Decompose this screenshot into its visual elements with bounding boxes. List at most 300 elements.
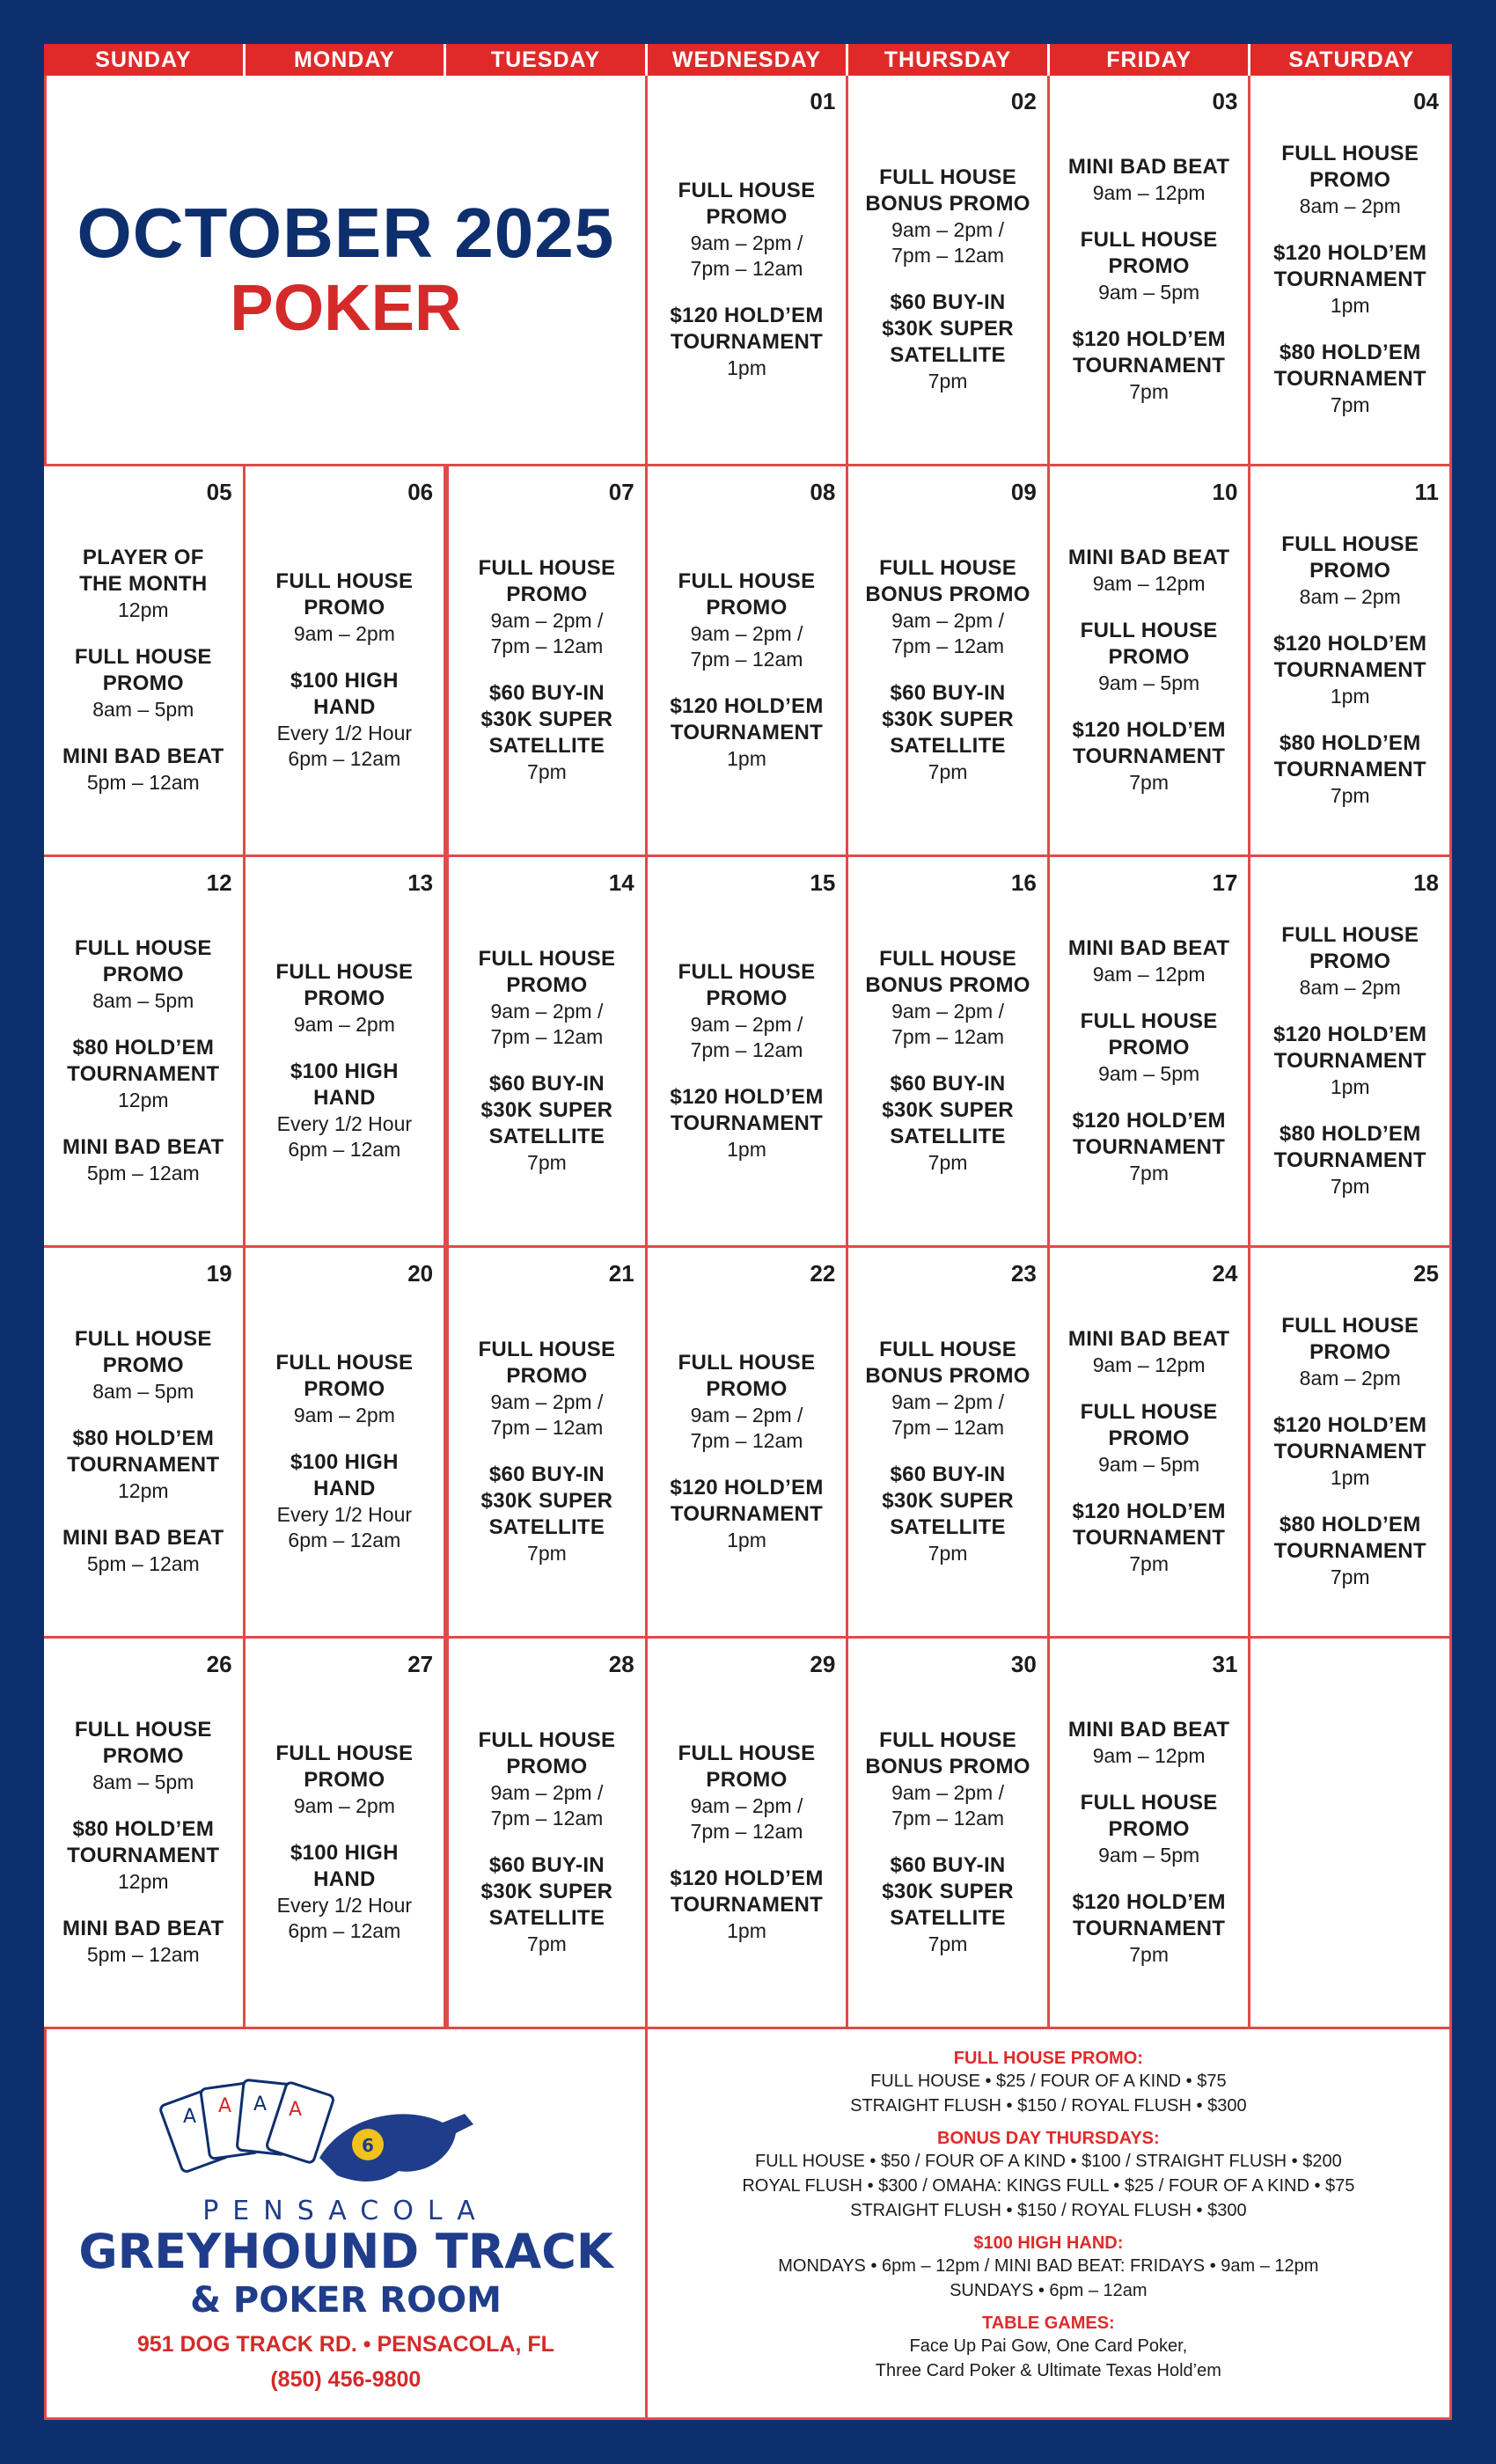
event-title: $100 HIGH HAND (290, 1841, 399, 1892)
event-title: FULL HOUSE PROMO (275, 1742, 414, 1793)
event (275, 959, 413, 1038)
event (1281, 141, 1419, 219)
day-cell (446, 1639, 648, 2029)
date-number: 14 (608, 869, 634, 896)
day-cell (648, 76, 849, 466)
event-time: 9am – 5pm (1098, 671, 1200, 695)
event-time: 8am – 2pm (1299, 976, 1401, 1000)
event (481, 1071, 613, 1176)
event-time: 1pm (727, 1528, 766, 1551)
event (75, 935, 212, 1014)
event-title: FULL HOUSE PROMO (678, 179, 816, 230)
event-time: 9am – 2pm / 7pm – 12am (490, 609, 604, 658)
event-title: FULL HOUSE PROMO (1281, 142, 1419, 193)
day-cell (246, 1248, 447, 1639)
event (678, 1741, 816, 1844)
event (670, 693, 823, 772)
event-time: 7pm (1330, 1565, 1370, 1588)
event-time: 8am – 2pm (1299, 585, 1401, 609)
event-title: MINI BAD BEAT (62, 1134, 224, 1159)
day-cell (446, 857, 648, 1248)
date-number: 26 (206, 1651, 232, 1677)
event-time: 9am – 12pm (1092, 1353, 1206, 1377)
event (1081, 227, 1218, 305)
event-title: FULL HOUSE PROMO (478, 556, 616, 607)
event-time: 8am – 5pm (92, 989, 194, 1013)
event (1068, 935, 1229, 987)
phone: (850) 456-9800 (270, 2366, 422, 2392)
event (1273, 240, 1426, 319)
event-title: FULL HOUSE PROMO (678, 1351, 816, 1402)
logo-panel (44, 2029, 648, 2420)
event-time: 9am – 2pm / 7pm – 12am (490, 1000, 604, 1049)
day-cell (246, 857, 447, 1248)
event-title: FULL HOUSE PROMO (1281, 923, 1419, 974)
promo-line: Three Card Poker & Ultimate Texas Hold’em (875, 2361, 1221, 2380)
event (678, 178, 816, 282)
address: 951 DOG TRACK RD. • PENSACOLA, FL (136, 2332, 554, 2357)
event-title: MINI BAD BEAT (1067, 1718, 1230, 1742)
date-number: 29 (810, 1651, 836, 1677)
event-title: $60 BUY-IN $30K SUPER SATELLITE (882, 290, 1014, 367)
day-cell (1050, 1248, 1251, 1639)
event-title: FULL HOUSE PROMO (275, 960, 414, 1011)
event-title: FULL HOUSE PROMO (275, 1351, 414, 1402)
promo-line: STRAIGHT FLUSH • $150 / ROYAL FLUSH • $300 (850, 2096, 1247, 2116)
weekday-header: FRIDAY (1050, 44, 1251, 76)
day-cell (648, 857, 849, 1248)
event (62, 1134, 224, 1186)
event (1068, 545, 1229, 597)
event-title: FULL HOUSE BONUS PROMO (865, 947, 1030, 998)
event-time: 8am – 5pm (92, 1380, 194, 1404)
event-title: FULL HOUSE BONUS PROMO (865, 556, 1030, 607)
day-cell (1050, 1639, 1251, 2029)
event (275, 568, 413, 647)
event-title: $120 HOLD’EM TOURNAMENT (1072, 717, 1226, 768)
event-time: 9am – 2pm / 7pm – 12am (891, 1390, 1004, 1440)
event-title: FULL HOUSE PROMO (74, 1718, 212, 1769)
event-title: $120 HOLD’EM TOURNAMENT (670, 693, 824, 744)
event (1274, 340, 1426, 418)
event (1281, 532, 1419, 610)
date-number: 04 (1413, 88, 1439, 114)
event (678, 959, 816, 1063)
promo-heading: FULL HOUSE PROMO: (953, 2049, 1143, 2068)
day-cell (1250, 1248, 1452, 1639)
event-time: 9am – 2pm (293, 622, 395, 646)
event (678, 1350, 816, 1454)
date-number: 08 (810, 479, 836, 505)
event (1081, 618, 1218, 696)
event (62, 744, 224, 796)
promo-line: ROYAL FLUSH • $300 / OMAHA: KINGS FULL • $25 / FOUR OF A KIND • $75 (742, 2176, 1355, 2196)
event (670, 1475, 823, 1553)
date-number: 12 (206, 869, 232, 896)
day-cell (848, 857, 1050, 1248)
svg-text:A: A (253, 2094, 267, 2116)
event-title: $60 BUY-IN $30K SUPER SATELLITE (882, 1462, 1014, 1539)
promo-line: FULL HOUSE • $25 / FOUR OF A KIND • $75 (870, 2072, 1227, 2091)
event-time: 7pm (1129, 1942, 1169, 1966)
event (865, 1727, 1030, 1831)
event (67, 1426, 219, 1504)
event-time: 8am – 2pm (1299, 1367, 1401, 1390)
event (1068, 154, 1229, 206)
date-number: 10 (1212, 479, 1238, 505)
event-time: 7pm (1330, 392, 1370, 416)
event (275, 1350, 413, 1428)
event-time: 7pm (527, 1150, 567, 1174)
day-cell (1250, 857, 1452, 1248)
event-title: FULL HOUSE PROMO (678, 960, 816, 1011)
logo-line-2: GREYHOUND TRACK (78, 2224, 613, 2279)
event (865, 1337, 1030, 1441)
event-title: $60 BUY-IN $30K SUPER SATELLITE (882, 1071, 1014, 1148)
date-number: 16 (1010, 869, 1037, 896)
event-time: 9am – 5pm (1098, 281, 1200, 304)
promo-heading: $100 HIGH HAND: (973, 2233, 1124, 2253)
event-title: $60 BUY-IN $30K SUPER SATELLITE (882, 1852, 1014, 1930)
day-cell (246, 1639, 447, 2029)
event-time: 7pm (928, 1932, 968, 1955)
event (277, 1059, 412, 1162)
day-cell (1250, 466, 1452, 857)
event-time: 7pm (1330, 1174, 1370, 1198)
day-cell (446, 1248, 648, 1639)
event-title: $120 HOLD’EM TOURNAMENT (1072, 1889, 1226, 1940)
event (67, 1035, 219, 1113)
event-title: $120 HOLD’EM TOURNAMENT (1273, 1023, 1427, 1074)
event (1072, 1108, 1225, 1186)
event (882, 1852, 1014, 1957)
event-time: 5pm – 12am (86, 1551, 200, 1575)
event-title: FULL HOUSE PROMO (1080, 1400, 1218, 1451)
day-cell (648, 466, 849, 857)
event (1274, 730, 1426, 809)
event-time: 9am – 2pm (293, 1013, 395, 1037)
event (882, 680, 1014, 785)
event-time: 7pm (1129, 770, 1169, 794)
weekday-header: WEDNESDAY (648, 44, 849, 76)
event (1281, 1313, 1419, 1391)
day-cell (1250, 76, 1452, 466)
event-title: FULL HOUSE PROMO (678, 569, 816, 620)
event-time: 9am – 12pm (1092, 181, 1206, 205)
event-title: $120 HOLD’EM TOURNAMENT (670, 1084, 824, 1135)
event-title: FULL HOUSE PROMO (478, 1728, 616, 1779)
playing-cards-icon (159, 2079, 334, 2173)
event-title: FULL HOUSE PROMO (678, 1742, 816, 1793)
event (1072, 326, 1225, 405)
event-title: $120 HOLD’EM TOURNAMENT (670, 303, 824, 354)
event-time: 7pm (527, 759, 567, 783)
event (1081, 1399, 1218, 1478)
day-cell (44, 857, 246, 1248)
event-title: FULL HOUSE PROMO (478, 1338, 616, 1389)
day-cell (1050, 466, 1251, 857)
date-number: 19 (206, 1260, 232, 1287)
event (79, 545, 207, 623)
event-title: $80 HOLD’EM TOURNAMENT (67, 1426, 220, 1478)
event-time: 7pm (527, 1541, 567, 1565)
event-time: 9am – 2pm / 7pm – 12am (891, 1000, 1004, 1049)
event-title: $60 BUY-IN $30K SUPER SATELLITE (480, 1071, 613, 1148)
event-time: 12pm (118, 598, 169, 622)
event-time: 9am – 12pm (1092, 572, 1206, 596)
svg-text:A: A (182, 2106, 196, 2128)
event-title: FULL HOUSE BONUS PROMO (865, 165, 1030, 216)
weekday-header: SUNDAY (44, 44, 246, 76)
event-title: $100 HIGH HAND (290, 1450, 399, 1501)
event-time: 9am – 5pm (1098, 1062, 1200, 1086)
event-time: 12pm (118, 1089, 169, 1112)
event (277, 1840, 412, 1944)
day-cell (246, 466, 447, 857)
event (1068, 1717, 1229, 1769)
event-time: 12pm (118, 1870, 169, 1894)
event-title: $80 HOLD’EM TOURNAMENT (1273, 1121, 1426, 1172)
event-title: FULL HOUSE PROMO (275, 569, 414, 620)
event-title: FULL HOUSE PROMO (478, 947, 616, 998)
event-title: $120 HOLD’EM TOURNAMENT (670, 1866, 824, 1917)
date-number: 03 (1212, 88, 1238, 114)
promo-line: MONDAYS • 6pm – 12pm / MINI BAD BEAT: FRIDAYS • 9am – 12pm (778, 2256, 1319, 2276)
event-time: 9am – 12pm (1092, 963, 1206, 986)
event (1068, 1326, 1229, 1378)
event-time: 7pm (928, 1150, 968, 1174)
day-cell (848, 1639, 1050, 2029)
event-title: MINI BAD BEAT (62, 1525, 224, 1550)
date-number: 25 (1413, 1260, 1439, 1287)
event (865, 165, 1030, 268)
event-title: FULL HOUSE BONUS PROMO (865, 1728, 1030, 1779)
logo-line-1: PENSACOLA (202, 2196, 489, 2226)
event-time: 9am – 2pm / 7pm – 12am (891, 609, 1004, 658)
event-title: $60 BUY-IN $30K SUPER SATELLITE (480, 680, 613, 758)
date-number: 07 (608, 479, 634, 505)
date-number: 20 (407, 1260, 434, 1287)
day-cell (44, 466, 246, 857)
event-time: 7pm (1129, 379, 1169, 403)
event-time: 7pm (928, 759, 968, 783)
day-cell (848, 1248, 1050, 1639)
event (1274, 1512, 1426, 1590)
logo-line-3: & POKER ROOM (189, 2280, 502, 2321)
event (478, 946, 615, 1050)
svg-text:6: 6 (361, 2135, 374, 2156)
event-title: $120 HOLD’EM TOURNAMENT (1072, 326, 1226, 378)
event (1273, 1412, 1426, 1491)
date-number: 27 (407, 1651, 434, 1677)
date-number: 01 (810, 88, 836, 114)
footer (44, 2029, 1452, 2420)
event (882, 290, 1014, 394)
event-time: 1pm (1330, 685, 1370, 708)
event-time: Every 1/2 Hour 6pm – 12am (276, 1894, 413, 1942)
day-cell (44, 1639, 246, 2029)
event-title: $100 HIGH HAND (290, 669, 399, 720)
event-time: 9am – 2pm / 7pm – 12am (690, 1794, 803, 1844)
event-title: MINI BAD BEAT (1067, 1327, 1230, 1352)
event-time: 1pm (1330, 1466, 1370, 1490)
date-number: 05 (206, 479, 232, 505)
event-title: MINI BAD BEAT (62, 1916, 224, 1940)
date-number: 09 (1010, 479, 1037, 505)
date-number: 15 (810, 869, 836, 896)
date-number: 11 (1414, 479, 1439, 505)
event-title: FULL HOUSE BONUS PROMO (865, 1338, 1030, 1389)
event (1081, 1008, 1218, 1087)
event-title: $60 BUY-IN $30K SUPER SATELLITE (480, 1462, 613, 1539)
poker-subtitle: POKER (230, 270, 462, 344)
event (1274, 1121, 1426, 1199)
event-time: 7pm (527, 1932, 567, 1955)
event-time: 9am – 2pm / 7pm – 12am (891, 1781, 1004, 1830)
event-title: $120 HOLD’EM TOURNAMENT (1072, 1108, 1226, 1159)
event-time: 9am – 2pm / 7pm – 12am (490, 1781, 604, 1830)
event (75, 644, 212, 722)
event (1081, 1790, 1218, 1868)
event-title: FULL HOUSE PROMO (1080, 1791, 1218, 1842)
weekday-header: TUESDAY (446, 44, 648, 76)
event-title: $120 HOLD’EM TOURNAMENT (670, 1475, 824, 1526)
event-time: 1pm (727, 746, 766, 770)
promo-details (648, 2029, 1452, 2420)
day-cell (446, 466, 648, 857)
event-title: $120 HOLD’EM TOURNAMENT (1273, 1413, 1427, 1464)
day-cell (848, 466, 1050, 857)
event (882, 1462, 1014, 1566)
title-block (44, 76, 648, 466)
greyhound-icon (319, 2114, 473, 2182)
event-title: $80 HOLD’EM TOURNAMENT (67, 1817, 220, 1868)
event-title: $120 HOLD’EM TOURNAMENT (1072, 1499, 1226, 1550)
date-number: 24 (1212, 1260, 1238, 1287)
promo-line: Face Up Pai Gow, One Card Poker, (909, 2336, 1188, 2356)
event-time: 9am – 5pm (1098, 1453, 1200, 1477)
event-time: 7pm (928, 1541, 968, 1565)
calendar-sheet (44, 44, 1452, 2420)
event-time: 9am – 12pm (1092, 1744, 1206, 1768)
weekday-header: MONDAY (246, 44, 447, 76)
event (478, 555, 615, 659)
event (1273, 1022, 1426, 1100)
date-number: 13 (407, 869, 434, 896)
event (75, 1717, 212, 1795)
event-title: FULL HOUSE PROMO (74, 645, 212, 696)
calendar-grid (44, 76, 1452, 2029)
event (67, 1816, 219, 1895)
greyhound-track-logo (78, 2061, 613, 2325)
date-number: 30 (1010, 1651, 1037, 1677)
event-title: $60 BUY-IN $30K SUPER SATELLITE (882, 680, 1014, 758)
event (1072, 1499, 1225, 1577)
day-cell (848, 76, 1050, 466)
event-time: Every 1/2 Hour 6pm – 12am (276, 1503, 413, 1551)
event-title: $100 HIGH HAND (290, 1060, 399, 1111)
event-time: 12pm (118, 1479, 169, 1503)
event-time: 7pm (1330, 783, 1370, 807)
weekday-header: SATURDAY (1288, 47, 1415, 72)
weekday-header: THURSDAY (848, 44, 1050, 76)
event-time: 9am – 2pm (293, 1794, 395, 1818)
date-number: 17 (1212, 869, 1238, 896)
event-title: FULL HOUSE PROMO (1080, 1009, 1218, 1060)
event-title: FULL HOUSE PROMO (1080, 619, 1218, 670)
event (481, 1462, 613, 1566)
event-title: FULL HOUSE PROMO (1281, 532, 1419, 583)
event-title: PLAYER OF THE MONTH (79, 546, 208, 597)
day-cell (648, 1248, 849, 1639)
svg-text:A: A (288, 2099, 302, 2121)
date-number: 21 (608, 1260, 634, 1287)
event-title: $80 HOLD’EM TOURNAMENT (1273, 1512, 1426, 1563)
svg-text:A: A (217, 2095, 231, 2117)
event (275, 1741, 413, 1819)
date-number: 22 (810, 1260, 836, 1287)
event (678, 568, 816, 672)
event-time: 1pm (727, 356, 766, 379)
event-title: MINI BAD BEAT (1067, 936, 1230, 961)
event-title: $80 HOLD’EM TOURNAMENT (67, 1036, 220, 1087)
event (670, 303, 823, 381)
month-title: OCTOBER 2025 (77, 193, 615, 272)
event (865, 555, 1030, 659)
event (670, 1084, 823, 1162)
event-time: 8am – 2pm (1299, 194, 1401, 218)
event (670, 1866, 823, 1944)
event (481, 680, 613, 785)
event (277, 1449, 412, 1553)
date-number: 23 (1010, 1260, 1037, 1287)
promo-heading: TABLE GAMES: (981, 2314, 1115, 2333)
event-time: 9am – 2pm / 7pm – 12am (690, 1013, 803, 1062)
event-time: 9am – 2pm / 7pm – 12am (490, 1390, 604, 1440)
event-time: 9am – 2pm (293, 1404, 395, 1427)
event (1072, 717, 1225, 796)
event-time: 9am – 2pm / 7pm – 12am (690, 231, 803, 281)
event-title: MINI BAD BEAT (1067, 546, 1230, 570)
event (1072, 1889, 1225, 1968)
event-time: 1pm (1330, 1075, 1370, 1099)
event (478, 1727, 615, 1831)
event-time: 8am – 5pm (92, 1771, 194, 1794)
promo-line: FULL HOUSE • $50 / FOUR OF A KIND • $100 / STRAIGHT FLUSH • $200 (754, 2152, 1342, 2171)
event-time: 5pm – 12am (86, 1161, 200, 1184)
event (62, 1916, 224, 1968)
day-cell (1050, 76, 1251, 466)
event (882, 1071, 1014, 1176)
event-title: $80 HOLD’EM TOURNAMENT (1273, 730, 1426, 781)
event-time: 9am – 5pm (1098, 1844, 1200, 1867)
event-time: 7pm (1129, 1161, 1169, 1184)
promo-line: STRAIGHT FLUSH • $150 / ROYAL FLUSH • $300 (850, 2201, 1247, 2220)
event-title: $60 BUY-IN $30K SUPER SATELLITE (480, 1852, 613, 1930)
event-title: $80 HOLD’EM TOURNAMENT (1273, 340, 1426, 391)
event (1281, 922, 1419, 1001)
event (1273, 631, 1426, 709)
event-time: Every 1/2 Hour 6pm – 12am (276, 722, 413, 770)
event-time: 9am – 2pm / 7pm – 12am (891, 218, 1004, 268)
event-time: 9am – 2pm / 7pm – 12am (690, 1404, 803, 1453)
event (75, 1326, 212, 1404)
event-time: 5pm – 12am (86, 770, 200, 794)
event (478, 1337, 615, 1441)
event-title: MINI BAD BEAT (1067, 155, 1230, 180)
promo-line: SUNDAYS • 6pm – 12am (950, 2281, 1148, 2300)
event (62, 1525, 224, 1577)
